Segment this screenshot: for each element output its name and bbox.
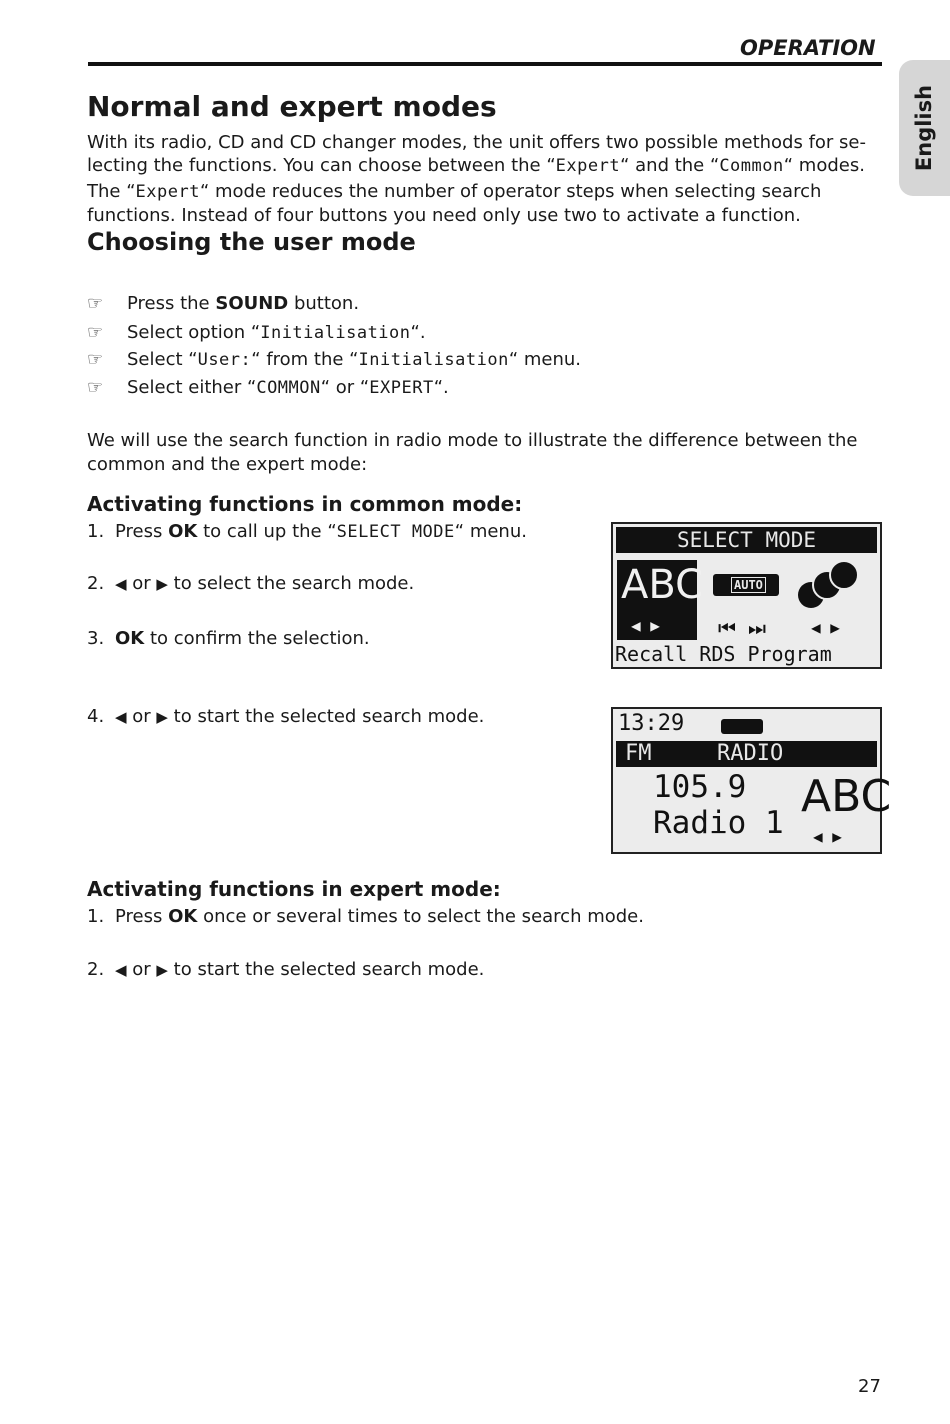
intro-line-4: functions. Instead of four buttons you need only use two to activate a function. bbox=[87, 205, 801, 226]
common-mode-title: Activating functions in common mode: bbox=[87, 492, 523, 516]
right-arrow-icon: ▶ bbox=[156, 575, 168, 593]
pointing-hand-icon: ☞ bbox=[87, 349, 104, 370]
common-step-4: 4. ◀ or ▶ to start the selected search mode. bbox=[87, 706, 485, 727]
abc-arrows-icon: ◀ ▶ bbox=[813, 827, 842, 846]
radio-icon bbox=[721, 719, 763, 734]
expert-mode-title: Activating functions in expert mode: bbox=[87, 877, 501, 901]
language-tab-label: English bbox=[912, 84, 937, 172]
bullet-step-2: ☞ Select option “Initialisation“. bbox=[87, 322, 426, 343]
common-step-3: 3. OK to confirm the selection. bbox=[87, 628, 370, 649]
pointing-hand-icon: ☞ bbox=[87, 377, 104, 398]
right-arrow-icon: ▶ bbox=[156, 961, 168, 979]
left-arrow-icon: ◀ bbox=[115, 961, 127, 979]
page-title: Normal and expert modes bbox=[87, 90, 497, 123]
expert-step-1: 1. Press OK once or several times to select the search mode. bbox=[87, 906, 644, 927]
example-intro-1: We will use the search function in radio mode to illustrate the difference between the bbox=[87, 430, 858, 451]
example-intro-2: common and the expert mode: bbox=[87, 454, 368, 475]
common-step-1: 1. Press OK to call up the “SELECT MODE“ menu. bbox=[87, 521, 527, 542]
bullet-step-3: ☞ Select “User:“ from the “Initialisation“ menu. bbox=[87, 349, 582, 370]
preset-3-icon bbox=[829, 560, 859, 590]
section-label: OPERATION bbox=[740, 36, 876, 60]
header-rule bbox=[88, 62, 882, 66]
skip-buttons-icon: ⏮ ⏭ bbox=[718, 616, 767, 640]
radio-display bbox=[611, 707, 892, 854]
display-band: FM bbox=[625, 741, 652, 766]
display-title: SELECT MODE bbox=[676, 528, 817, 552]
display-station: Radio 1 bbox=[653, 805, 784, 841]
section-title-user-mode: Choosing the user mode bbox=[87, 228, 416, 256]
common-step-2: 2. ◀ or ▶ to select the search mode. bbox=[87, 573, 415, 594]
intro-line-1: With its radio, CD and CD changer modes, the unit offers two possible methods for se- bbox=[87, 132, 866, 153]
right-arrow-icon: ▶ bbox=[156, 708, 168, 726]
page-number: 27 bbox=[858, 1376, 881, 1397]
intro-line-2: lecting the functions. You can choose between the “Expert“ and the “Common“ modes. bbox=[87, 155, 865, 176]
left-arrow-icon: ◀ bbox=[115, 708, 127, 726]
display-clock: 13:29 bbox=[618, 711, 685, 736]
expert-step-2: 2. ◀ or ▶ to start the selected search mode. bbox=[87, 959, 485, 980]
abc-arrows-icon: ◀ ▶ bbox=[631, 616, 660, 635]
display-source: RADIO bbox=[717, 741, 784, 766]
pointing-hand-icon: ☞ bbox=[87, 293, 104, 314]
left-arrow-icon: ◀ bbox=[115, 575, 127, 593]
display-mode-labels: Recall RDS Program bbox=[615, 642, 832, 666]
abc-search-mode-icon: ABC bbox=[621, 562, 704, 608]
bullet-step-4: ☞ Select either “COMMON“ or “EXPERT“. bbox=[87, 377, 449, 398]
pointing-hand-icon: ☞ bbox=[87, 322, 104, 343]
display-frequency: 105.9 bbox=[653, 769, 747, 805]
preset-arrows-icon: ◀ ▶ bbox=[811, 618, 840, 637]
select-mode-display bbox=[611, 522, 882, 669]
bullet-step-1: ☞ Press the SOUND button. bbox=[87, 293, 360, 314]
intro-line-3: The “Expert“ mode reduces the number of operator steps when selecting search bbox=[87, 181, 822, 202]
abc-search-mode-icon: ABC bbox=[801, 771, 892, 822]
auto-rds-icon: AUTO bbox=[731, 577, 766, 593]
